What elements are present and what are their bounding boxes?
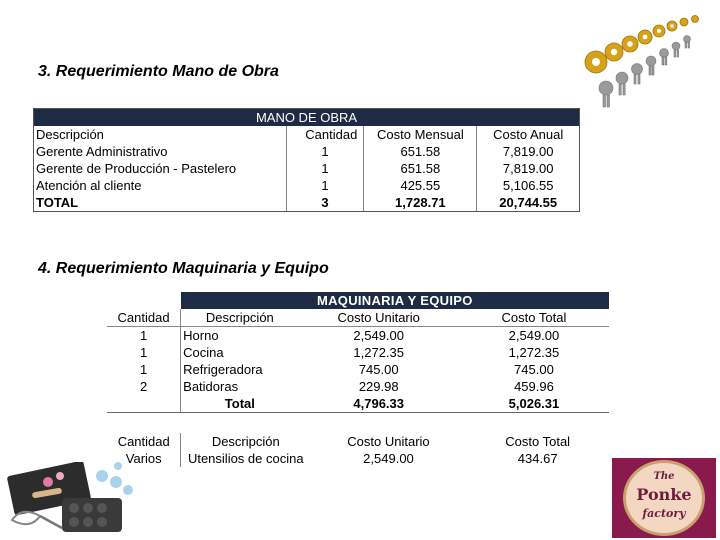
row-unit-cost: 1,272.35 bbox=[353, 344, 404, 360]
total-total-cost: 5,026.31 bbox=[459, 395, 609, 413]
logo-text-ponke: Ponke bbox=[636, 485, 692, 504]
row-annual-cost: 5,106.55 bbox=[502, 177, 554, 193]
labor-banner: MANO DE OBRA bbox=[34, 109, 580, 127]
total-annual-cost: 20,744.55 bbox=[477, 194, 580, 212]
total-label: TOTAL bbox=[34, 194, 287, 212]
row-description: Gerente de Producción - Pastelero bbox=[34, 160, 287, 177]
total-quantity: 3 bbox=[286, 194, 364, 212]
row-quantity: 1 bbox=[139, 344, 148, 360]
row-total-cost: 1,272.35 bbox=[508, 344, 560, 360]
row-quantity: 1 bbox=[286, 177, 364, 194]
labor-total-row bbox=[34, 194, 580, 212]
section-4-title: 4. Requerimiento Maquinaria y Equipo bbox=[38, 260, 329, 277]
utensils-table bbox=[107, 433, 609, 467]
total-monthly-cost: 1,728.71 bbox=[364, 194, 477, 212]
header-annual-cost: Costo Anual bbox=[493, 126, 564, 142]
logo-text-the: The bbox=[653, 471, 675, 482]
row-description: Gerente Administrativo bbox=[34, 143, 287, 160]
header-unit-cost: Costo Unitario bbox=[337, 309, 420, 325]
table-row bbox=[107, 361, 609, 378]
gears-teamwork-image bbox=[574, 14, 702, 110]
row-quantity: 1 bbox=[139, 361, 148, 377]
row-quantity: 1 bbox=[286, 143, 364, 160]
header-description: Descripción bbox=[181, 433, 310, 450]
row-quantity: 1 bbox=[107, 327, 181, 345]
machinery-header-row bbox=[107, 309, 609, 327]
labor-header-row bbox=[34, 126, 580, 143]
row-annual-cost: 7,819.00 bbox=[502, 143, 554, 159]
total-label: Total bbox=[181, 395, 299, 413]
logo-text-factory: factory bbox=[642, 507, 686, 520]
row-unit-cost: 2,549.00 bbox=[299, 327, 459, 345]
machinery-total-row bbox=[107, 395, 609, 413]
header-quantity: Cantidad bbox=[286, 126, 364, 143]
table-row bbox=[34, 177, 580, 194]
header-description: Descripción bbox=[34, 126, 287, 143]
kitchen-utensils-image bbox=[2, 462, 142, 538]
row-description: Refrigeradora bbox=[181, 361, 299, 378]
ponke-factory-logo bbox=[612, 458, 716, 538]
row-total-cost: 745.00 bbox=[514, 361, 554, 377]
header-monthly-cost: Costo Mensual bbox=[364, 126, 477, 143]
machinery-table bbox=[107, 292, 609, 413]
row-monthly-cost: 425.55 bbox=[364, 177, 477, 194]
header-unit-cost: Costo Unitario bbox=[347, 433, 430, 449]
header-total-cost: Costo Total bbox=[501, 309, 567, 325]
table-row bbox=[107, 327, 609, 345]
total-unit-cost: 4,796.33 bbox=[299, 395, 459, 413]
labor-banner-row bbox=[34, 109, 580, 127]
row-description: Batidoras bbox=[181, 378, 299, 395]
row-description: Utensilios de cocina bbox=[181, 450, 310, 467]
row-unit-cost: 745.00 bbox=[358, 361, 399, 377]
row-total-cost: 434.67 bbox=[517, 450, 558, 466]
row-monthly-cost: 651.58 bbox=[364, 160, 477, 177]
header-description: Descripción bbox=[181, 309, 299, 327]
header-quantity: Cantidad bbox=[117, 433, 170, 449]
row-total-cost: 459.96 bbox=[514, 378, 554, 394]
row-description: Horno bbox=[181, 327, 299, 345]
logo-badge bbox=[623, 460, 705, 536]
row-quantity: 1 bbox=[286, 160, 364, 177]
table-row bbox=[107, 378, 609, 395]
table-row bbox=[107, 450, 609, 467]
utensils-header-row bbox=[107, 433, 609, 450]
total-quantity-empty bbox=[107, 395, 181, 413]
row-monthly-cost: 651.58 bbox=[364, 143, 477, 160]
row-unit-cost: 229.98 bbox=[358, 378, 399, 394]
row-unit-cost: 2,549.00 bbox=[363, 450, 414, 466]
table-row bbox=[34, 160, 580, 177]
row-quantity: Varios bbox=[125, 450, 162, 466]
row-description: Cocina bbox=[181, 344, 299, 361]
table-row bbox=[107, 344, 609, 361]
header-quantity: Cantidad bbox=[117, 309, 170, 325]
row-quantity: 2 bbox=[139, 378, 148, 394]
machinery-banner: MAQUINARIA Y EQUIPO bbox=[181, 292, 609, 309]
row-annual-cost: 7,819.00 bbox=[502, 160, 554, 176]
header-total-cost: Costo Total bbox=[505, 433, 571, 449]
row-total-cost: 2,549.00 bbox=[459, 327, 609, 345]
labor-table bbox=[33, 108, 580, 212]
machinery-banner-row bbox=[107, 292, 609, 309]
section-3-title: 3. Requerimiento Mano de Obra bbox=[38, 63, 279, 80]
table-row bbox=[34, 143, 580, 160]
row-description: Atención al cliente bbox=[34, 177, 287, 194]
